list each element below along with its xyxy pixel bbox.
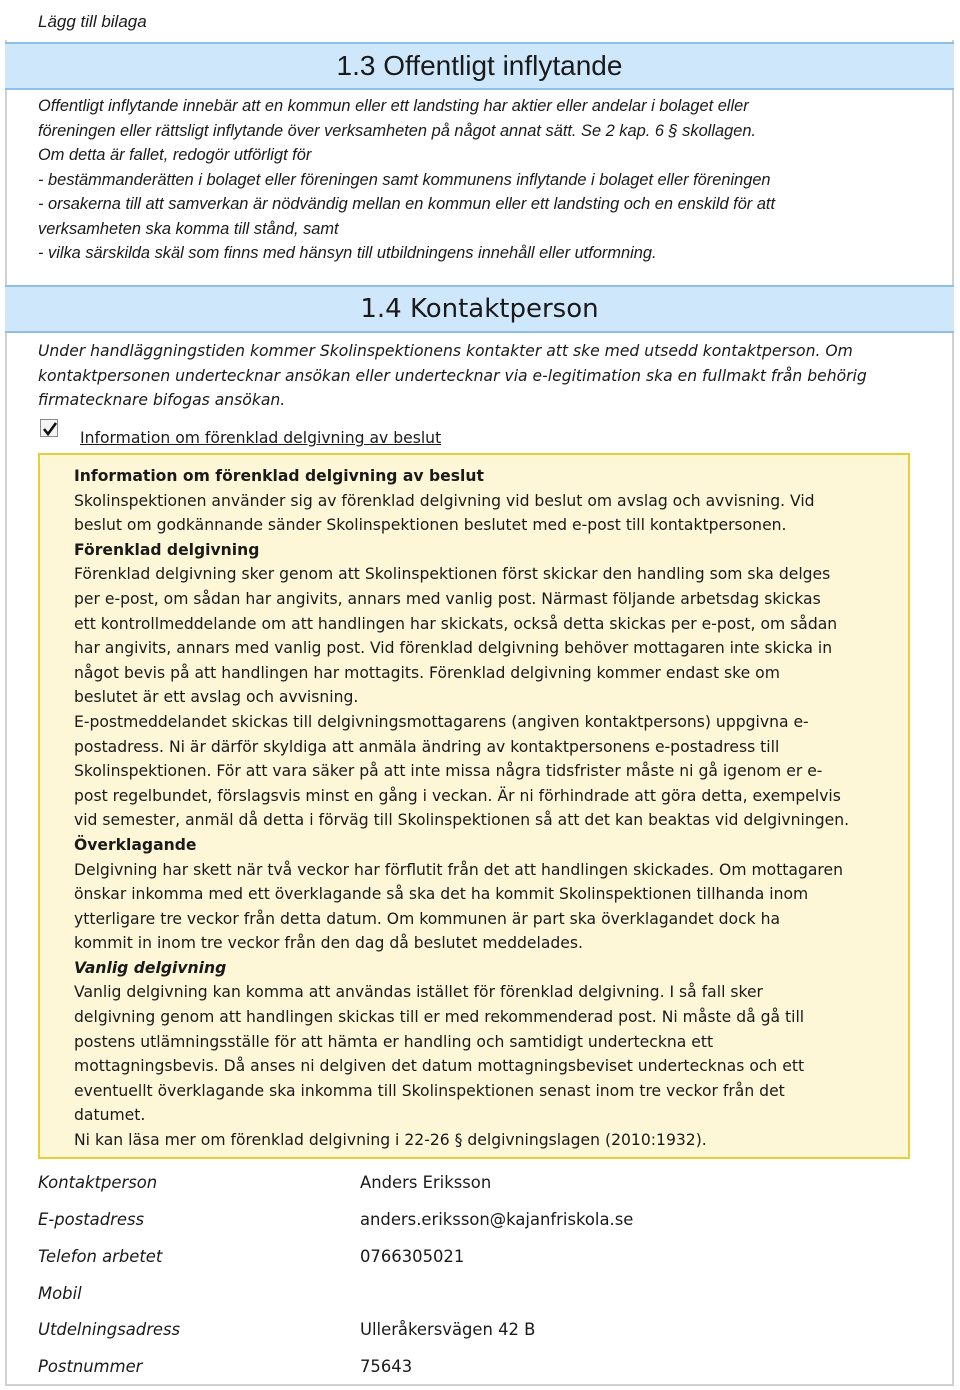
info-line: beslut om godkännande sänder Skolinspektionen beslutet med e-post till kontaktpersonen.	[74, 516, 787, 535]
text-line: - bestämmanderätten i bolaget eller föreningen samt kommunens inflytande i bolaget eller föreningen	[38, 170, 771, 189]
field-value-utdelningsadress[interactable]: Ulleråkersvägen 42 B	[360, 1320, 536, 1339]
field-label: E-postadress	[38, 1210, 145, 1229]
field-label: Telefon arbetet	[38, 1247, 163, 1266]
info-line: något bevis på att handlingen har mottagits. Förenklad delgivning kommer endast ske om	[74, 663, 780, 682]
text-line: kontaktpersonen undertecknar ansökan eller undertecknar via e-legitimation ska en fullmakt från behörig	[38, 366, 867, 385]
text-line: firmatecknare bifogas ansökan.	[38, 391, 286, 409]
info-line: delgivning genom att handlingen skickas till er med rekommenderad post. Ni måste då gå till	[74, 1008, 805, 1027]
info-line: Skolinspektionen. För att vara säker på att inte missa några tidsfrister måste ni gå igenom er e-	[74, 762, 823, 781]
text-line: - orsakerna till att samverkan är nödvändig mellan en kommun eller ett landsting och en enskild för att	[38, 195, 776, 213]
info-line: post regelbundet, förslagsvis minst en gång i veckan. Är ni förhindrade att göra detta, exempelvis	[74, 786, 841, 805]
add-attachment-link[interactable]: Lägg till bilaga	[38, 12, 147, 31]
info-line: Ni kan läsa mer om förenklad delgivning i 22-26 § delgivningslagen (2010:1932).	[74, 1131, 707, 1150]
field-label: Utdelningsadress	[38, 1320, 181, 1339]
info-line: har angivits, annars med vanlig post. Vid förenklad delgivning behöver mottagaren inte skicka in	[74, 639, 833, 658]
info-line: Förenklad delgivning sker genom att Skolinspektionen först skickar den handling som ska delges	[74, 565, 831, 584]
info-line: datumet.	[74, 1106, 146, 1125]
forenklad-heading: Förenklad delgivning	[74, 540, 260, 559]
info-toggle-label[interactable]: Information om förenklad delgivning av beslut	[80, 429, 442, 447]
info-line: Vanlig delgivning kan komma att användas istället för förenklad delgivning. I så fall sker	[74, 983, 763, 1002]
info-line: E-postmeddelandet skickas till delgivningsmottagarens (angiven kontaktpersons) uppgivna e-	[74, 712, 809, 731]
info-line: ytterligare tre veckor från detta datum. Om kommunen är part ska överklagandet dock ha	[74, 909, 781, 928]
text-line: - vilka särskilda skäl som finns med hänsyn till utbildningens innehåll eller utformning.	[38, 244, 657, 262]
info-line: önskar inkomma med ett överklagande så ska det ha kommit Skolinspektionen tillhanda inom	[74, 885, 809, 904]
offentligt-inflytande-text	[38, 94, 923, 266]
info-line: beslutet är ett avslag och avvisning.	[74, 688, 359, 707]
info-line: Delgivning har skett när två veckor har förflutit från det att handlingen skickades. Om mottagaren	[74, 860, 843, 879]
info-line: postadress. Ni är därför skyldiga att anmäla ändring av kontaktpersonens e-postadress till	[74, 737, 780, 756]
overklagande-heading: Överklagande	[74, 835, 197, 854]
field-value-kontaktperson[interactable]: Anders Eriksson	[360, 1173, 492, 1192]
field-value-postnummer[interactable]: 75643	[360, 1357, 413, 1376]
text-line: verksamheten ska komma till stånd, samt	[38, 219, 339, 238]
text-line: Under handläggningstiden kommer Skolinspektionens kontakter att ske med utsedd kontaktperson. Om	[38, 342, 853, 360]
section-title: 1.3 Offentligt inflytande	[336, 50, 623, 81]
section-header-offentligt-inflytande	[5, 42, 954, 90]
info-line: vid semester, anmäl då detta i förväg till Skolinspektionen så att det kan beaktas vid delgivningen.	[74, 811, 850, 830]
section-header-kontaktperson	[5, 285, 954, 333]
text-line: Offentligt inflytande innebär att en kommun eller ett landsting har aktier eller andelar i bolaget eller	[38, 97, 749, 115]
info-line: mottagningsbevis. Då anses ni delgiven det datum mottagningsbeviset undertecknas och ett	[74, 1057, 805, 1076]
field-value-epost[interactable]: anders.eriksson@kajanfriskola.se	[360, 1210, 634, 1229]
text-line: föreningen eller rättsligt inflytande över verksamheten på något annat sätt. Se 2 kap. 6 § skollagen.	[38, 121, 756, 140]
info-line: per e-post, om sådan har angivits, annars med vanlig post. Närmast följande arbetsdag skickas	[74, 589, 821, 608]
info-line: eventuellt överklagande ska inkomma till Skolinspektionen senast inom tre veckor från det	[74, 1081, 785, 1100]
checkmark-icon	[42, 421, 58, 437]
field-label: Postnummer	[38, 1357, 143, 1376]
info-toggle-checkbox[interactable]	[40, 419, 58, 437]
field-label: Kontaktperson	[38, 1173, 158, 1192]
info-line: postens utlämningsställe för att hämta er handling och samtidigt underteckna ett	[74, 1032, 714, 1051]
kontaktperson-text	[38, 339, 923, 413]
info-heading: Information om förenklad delgivning av beslut	[74, 467, 484, 485]
delgivning-info-box	[38, 453, 910, 1159]
section-title: 1.4 Kontaktperson	[360, 294, 599, 324]
info-line: ett kontrollmeddelande om att handlingen har skickats, också detta skickas per e-post, om sådan	[74, 614, 838, 633]
info-line: kommit in inom tre veckor från den dag då beslutet meddelades.	[74, 934, 583, 953]
vanlig-heading: Vanlig delgivning	[74, 958, 227, 977]
info-line: Skolinspektionen använder sig av förenklad delgivning vid beslut om avslag och avvisning. Vid	[74, 491, 815, 510]
text-line: Om detta är fallet, redogör utförligt för	[38, 146, 312, 164]
field-label: Mobil	[38, 1284, 82, 1303]
field-value-telefon[interactable]: 0766305021	[360, 1247, 465, 1266]
